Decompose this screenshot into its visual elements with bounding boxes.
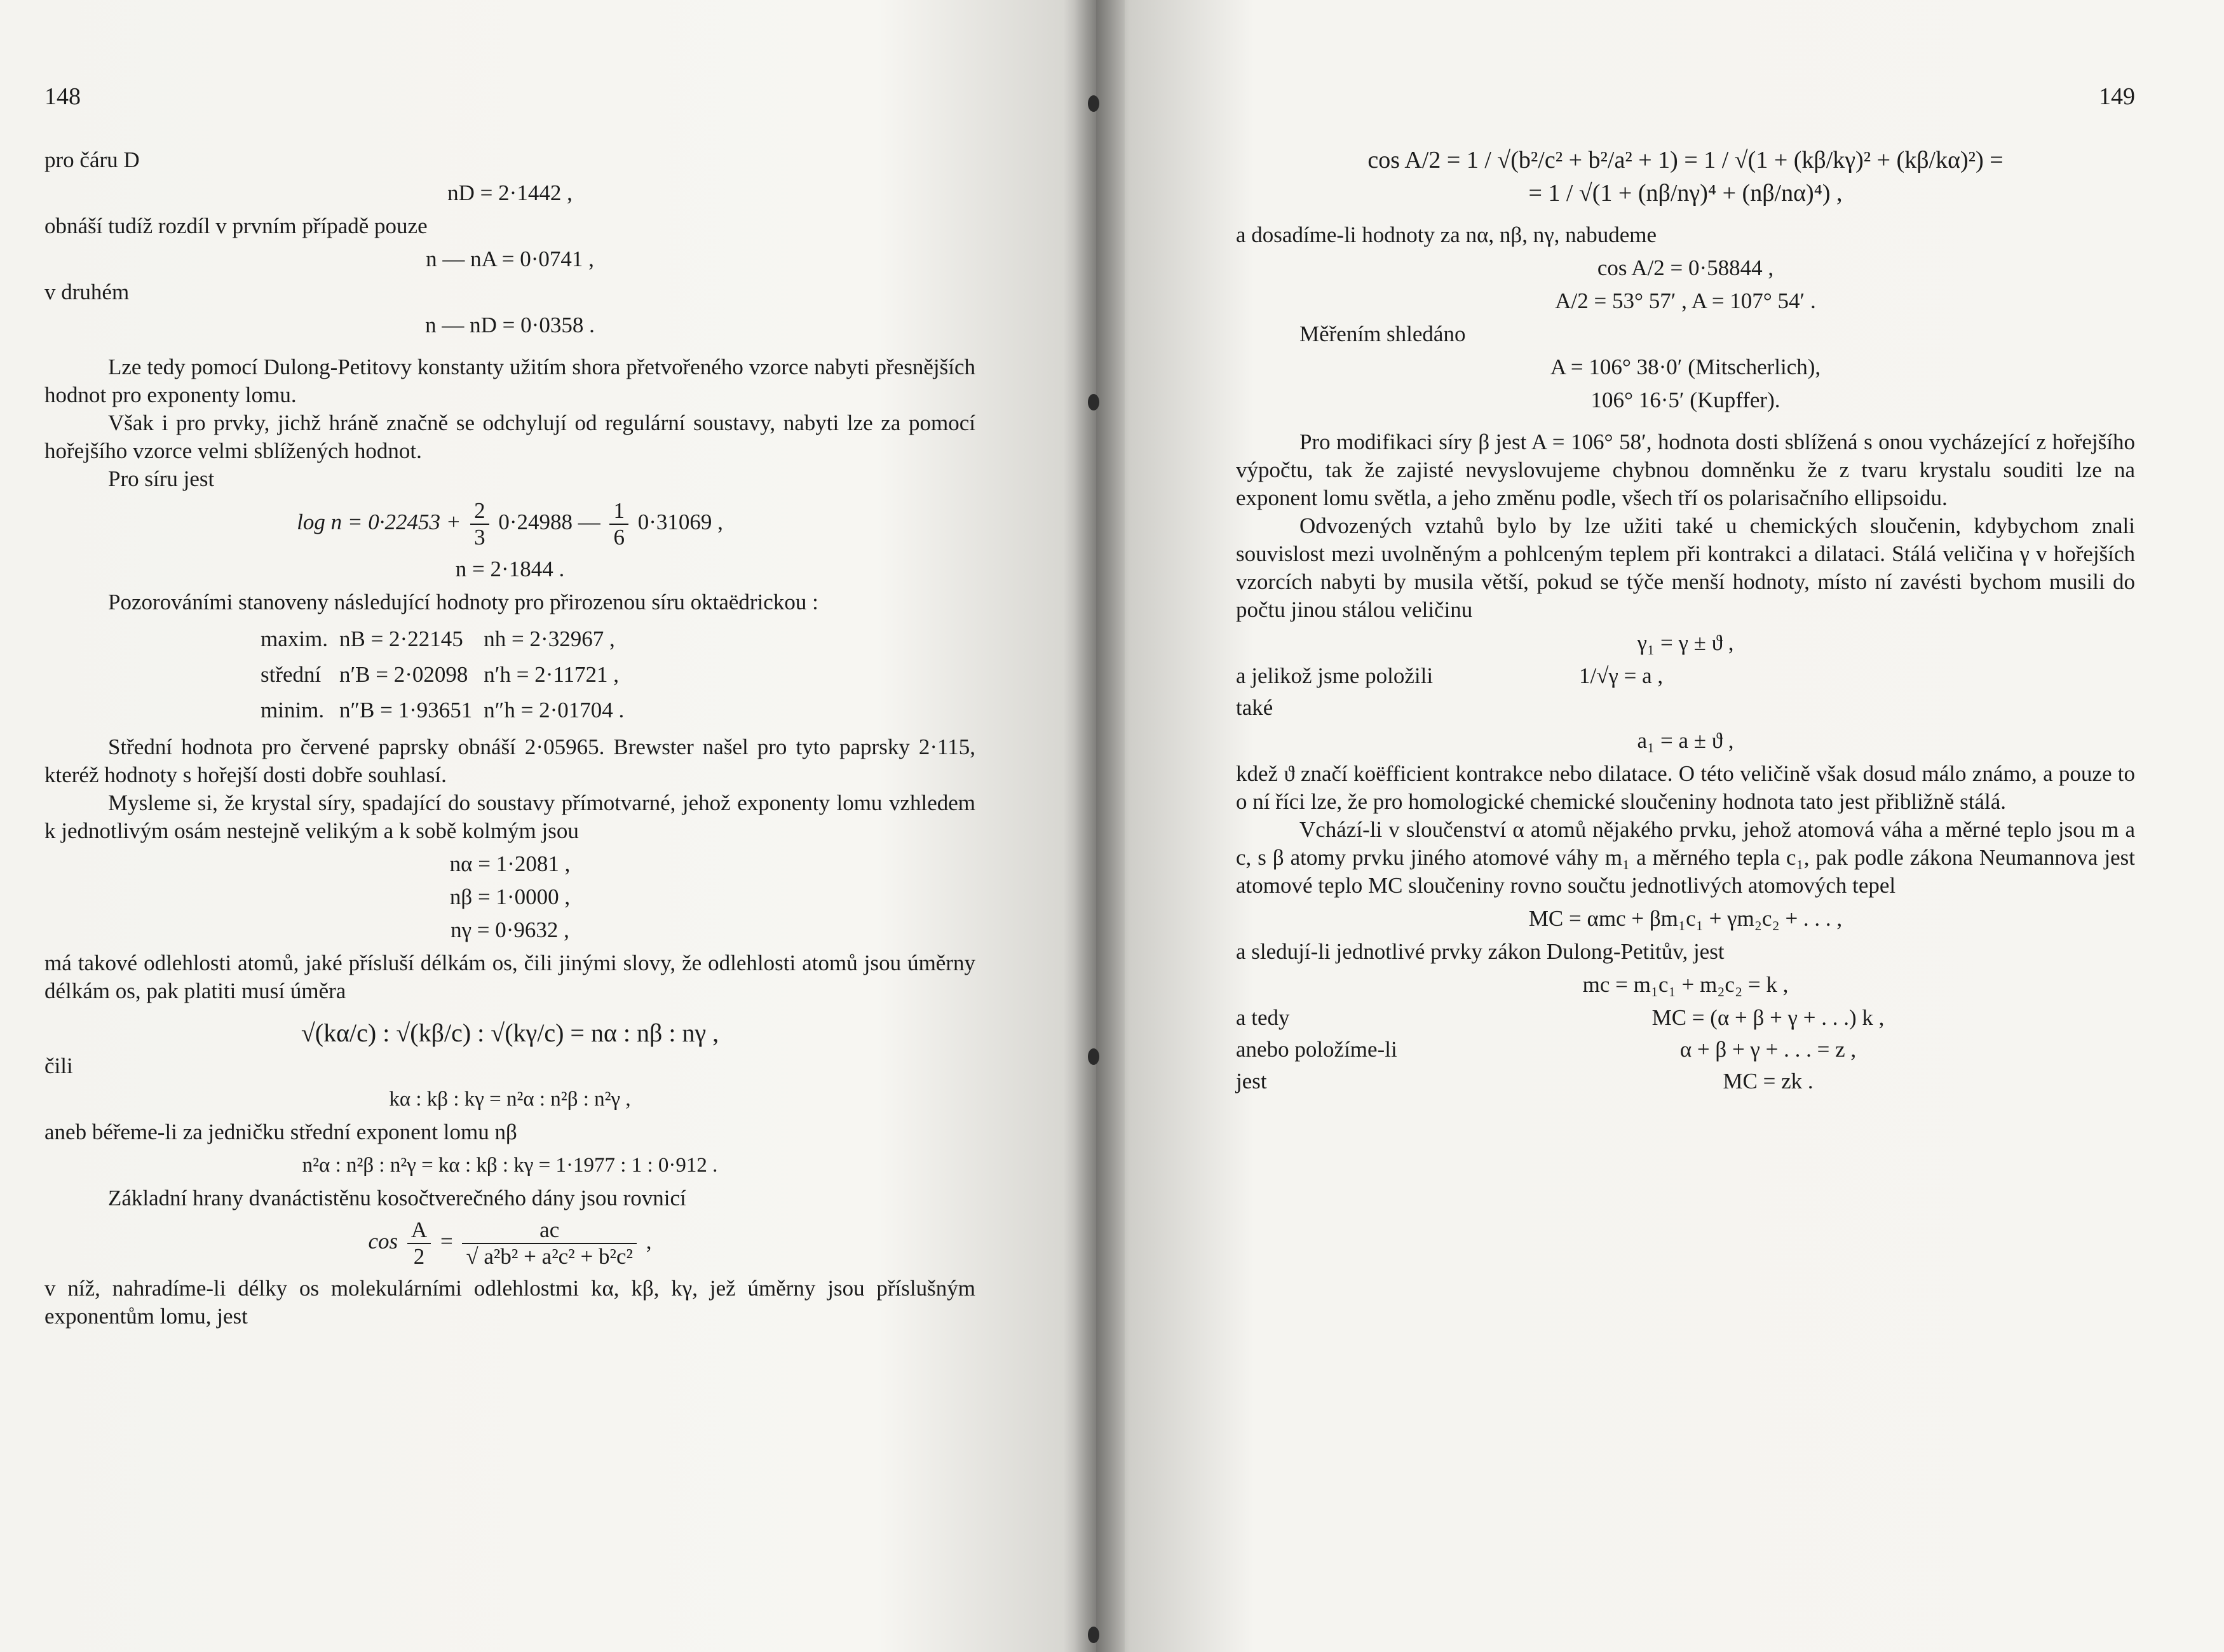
labeled-equation (1236, 1004, 2135, 1032)
numerator: 1 (609, 498, 628, 525)
binding-mark (1088, 1048, 1099, 1065)
equation: n²α : n²β : n²γ = kα : kβ : kγ = 1·1977 : 1 : 0·912 . (302, 1154, 718, 1177)
equation: MC = zk . (1723, 1069, 1814, 1093)
denominator: 3 (474, 525, 485, 550)
paragraph: Mysleme si, že krystal síry, spadající do soustavy přímotvarné, jehož exponenty lomu vzhledem k jednotlivým osám nestejně velikým a k sobě kolmým jsou (44, 790, 975, 843)
equation: 1/√γ = a , (1579, 663, 1664, 688)
fraction (470, 498, 489, 550)
table-cell: minim. (261, 698, 325, 722)
paragraph: kdež ϑ značí koëfficient kontrakce nebo dilatace. O této veličině však dosud málo známo, a pouze to o ní říci lze, že pro homologické chemické sloučeniny hodnota tato jest přibližně stálá. (1236, 761, 2135, 814)
table-cell: nB = 2·22145 (339, 626, 463, 651)
binding-mark (1088, 95, 1099, 112)
paragraph: a dosadíme-li hodnoty za nα, nβ, nγ, nabudeme (1236, 222, 1657, 247)
equation: A = 106° 38·0′ (Mitscherlich), (1550, 355, 1821, 379)
equation: kα : kβ : kγ = n²α : n²β : n²γ , (389, 1088, 631, 1111)
equation-part: cos (368, 1229, 398, 1254)
table-cell: nh = 2·32967 , (484, 626, 615, 651)
equation: √(kα/c) : √(kβ/c) : √(kγ/c) = nα : nβ : nγ , (301, 1019, 719, 1047)
numerator: ac (462, 1217, 637, 1244)
paragraph: v níž, nahradíme-li délky os molekulárními odlehlostmi kα, kβ, kγ, jež úměrny jsou příslušným exponentům lomu, jest (44, 1276, 975, 1329)
paragraph: má takové odlehlosti atomů, jaké přísluší délkám os, čili jinými slovy, že odlehlosti atomů jsou úměrny délkám os, pak platiti musí úměra (44, 951, 975, 1003)
text-line: také (1236, 695, 1273, 720)
equation: MC = αmc + βm₁c₁ + γm₂c₂ + . . . , (1528, 906, 1843, 931)
equation: γ₁ = γ ± ϑ , (1637, 630, 1734, 655)
equation: n — nD = 0·0358 . (425, 313, 595, 337)
equation-part: 0·31069 , (637, 510, 723, 535)
equation: n = 2·1844 . (455, 557, 565, 581)
equation: nβ = 1·0000 , (449, 884, 571, 909)
paragraph: Střední hodnota pro červené paprsky obnáší 2·05965. Brewster našel pro tyto paprsky 2·115, kteréž hodnoty s hořejší dosti dobře souhlasí. (44, 735, 975, 787)
equation-part: log n = 0·22453 + (297, 510, 461, 535)
right-page (1096, 0, 2224, 1652)
table-cell: n″h = 2·01704 . (484, 698, 625, 722)
text-line: Měřením shledáno (1299, 322, 1466, 346)
paragraph: Však i pro prvky, jichž hráně značně se odchylují od regulární soustavy, nabyti lze za pomocí hořejšího vzorce velmi sblížených hodnot. (44, 410, 975, 463)
equation: A/2 = 53° 57′ , A = 107° 54′ . (1555, 288, 1816, 313)
equation: n — nA = 0·0741 , (426, 247, 594, 271)
equation-part: , (646, 1229, 652, 1254)
numerator: A (407, 1217, 431, 1244)
page-number: 148 (44, 83, 81, 110)
paragraph: Základní hrany dvanáctistěnu kosočtverečného dány jsou rovnicí (108, 1186, 686, 1210)
equation: = 1 / √(1 + (nβ/nγ)⁴ + (nβ/nα)⁴) , (1528, 180, 1843, 207)
paragraph: Vchází-li v sloučenství α atomů nějakého prvku, jehož atomová váha a měrné teplo jsou m a c, s β atomy prvku jiného atomové váhy m₁ a měrného tepla c₁, pak podle zákona Neumannova jest atomové teplo MC sloučeniny rovno součtu jednotlivých atomových tepel (1236, 817, 2135, 898)
equation: mc = m₁c₁ + m₂c₂ = k , (1582, 972, 1789, 997)
equation: α + β + γ + . . . = z , (1679, 1037, 1857, 1062)
labeled-equation (1236, 1067, 2135, 1095)
text-line: v druhém (44, 280, 130, 304)
text-line: čili (44, 1053, 73, 1078)
paragraph: a sledují-li jednotlivé prvky zákon Dulong-Petitův, jest (1236, 939, 1725, 964)
paragraph: Pozorováními stanoveny následující hodnoty pro přirozenou síru oktaëdrickou : (108, 590, 818, 614)
equation: nα = 1·2081 , (449, 851, 571, 876)
refraction-table (261, 621, 635, 728)
table-cell: maxim. (261, 626, 328, 651)
left-page (0, 0, 1096, 1652)
book-gutter (1074, 0, 1125, 1652)
fraction (609, 498, 628, 550)
table-cell: n″B = 1·93651 (339, 698, 473, 722)
equation-part: = (440, 1229, 453, 1254)
text-line: a jelikož jsme položili (1236, 663, 1434, 688)
page-number: 149 (2099, 83, 2135, 110)
fraction (462, 1217, 637, 1269)
left-page-body (44, 146, 975, 1330)
table-cell: n′h = 2·11721 , (484, 662, 620, 687)
binding-mark (1088, 394, 1099, 410)
denominator: √ a²b² + a²c² + b²c² (466, 1244, 633, 1269)
text-line: obnáší tudíž rozdíl v prvním případě pouze (44, 213, 428, 238)
table-row (261, 621, 635, 657)
equation: a₁ = a ± ϑ , (1637, 728, 1734, 753)
text-line: a tedy (1236, 1005, 1290, 1030)
equation: nD = 2·1442 , (447, 180, 573, 205)
equation: 106° 16·5′ (Kupffer). (1590, 388, 1780, 412)
fraction (407, 1217, 431, 1269)
text-line: jest (1236, 1069, 1267, 1093)
labeled-equation (1236, 662, 2135, 690)
equation-part: 0·24988 — (498, 510, 600, 535)
paragraph: Odvozených vztahů bylo by lze užiti také u chemických sloučenin, kdybychom znali souvislost mezi uvolněným a pohlceným teplem při kontrakci a dilataci. Stálá veličina γ v hořejších vzorcích nabyti by musila větší, pokud se týče menší hodnoty, místo ní zavésti bychom musili do počtu jinou stálou veličinu (1236, 513, 2135, 622)
equation: nγ = 0·9632 , (451, 917, 569, 942)
table-row (261, 657, 635, 693)
equation-cos (44, 1217, 975, 1269)
paragraph: Lze tedy pomocí Dulong-Petitovy konstanty užitím shora přetvořeného vzorce nabyti přesnějších hodnot pro exponenty lomu. (44, 355, 975, 407)
paragraph: Pro modifikaci síry β jest A = 106° 58′, hodnota dosti sblížená s onou vycházející z hořejšího výpočtu, tak že zajisté nevyslovujeme chybnou domněnku že z tvaru krystalu souditi lze na exponent lomu světla, a jeho změnu podle, všech tří os polarisačního ellipsoidu. (1236, 430, 2135, 510)
paragraph: aneb béřeme-li za jedničku střední exponent lomu nβ (44, 1120, 517, 1144)
text-line: anebo položíme-li (1236, 1037, 1397, 1062)
equation: MC = (α + β + γ + . . .) k , (1651, 1005, 1885, 1030)
labeled-equation (1236, 1036, 2135, 1064)
table-cell: n′B = 2·02098 (339, 662, 468, 687)
table-cell: střední (261, 662, 322, 687)
text-line: pro čáru D (44, 147, 140, 172)
equation: cos A/2 = 0·58844 , (1597, 255, 1774, 280)
numerator: 2 (470, 498, 489, 525)
denominator: 6 (613, 525, 625, 550)
paragraph: Pro síru jest (108, 466, 215, 491)
denominator: 2 (413, 1244, 425, 1269)
table-row (261, 693, 635, 728)
right-page-body (1236, 146, 2135, 1099)
binding-mark (1088, 1627, 1099, 1643)
equation-log-n (44, 498, 975, 550)
equation: cos A/2 = 1 / √(b²/c² + b²/a² + 1) = 1 / √(1 + (kβ/kγ)² + (kβ/kα)²) = (1367, 147, 2004, 173)
